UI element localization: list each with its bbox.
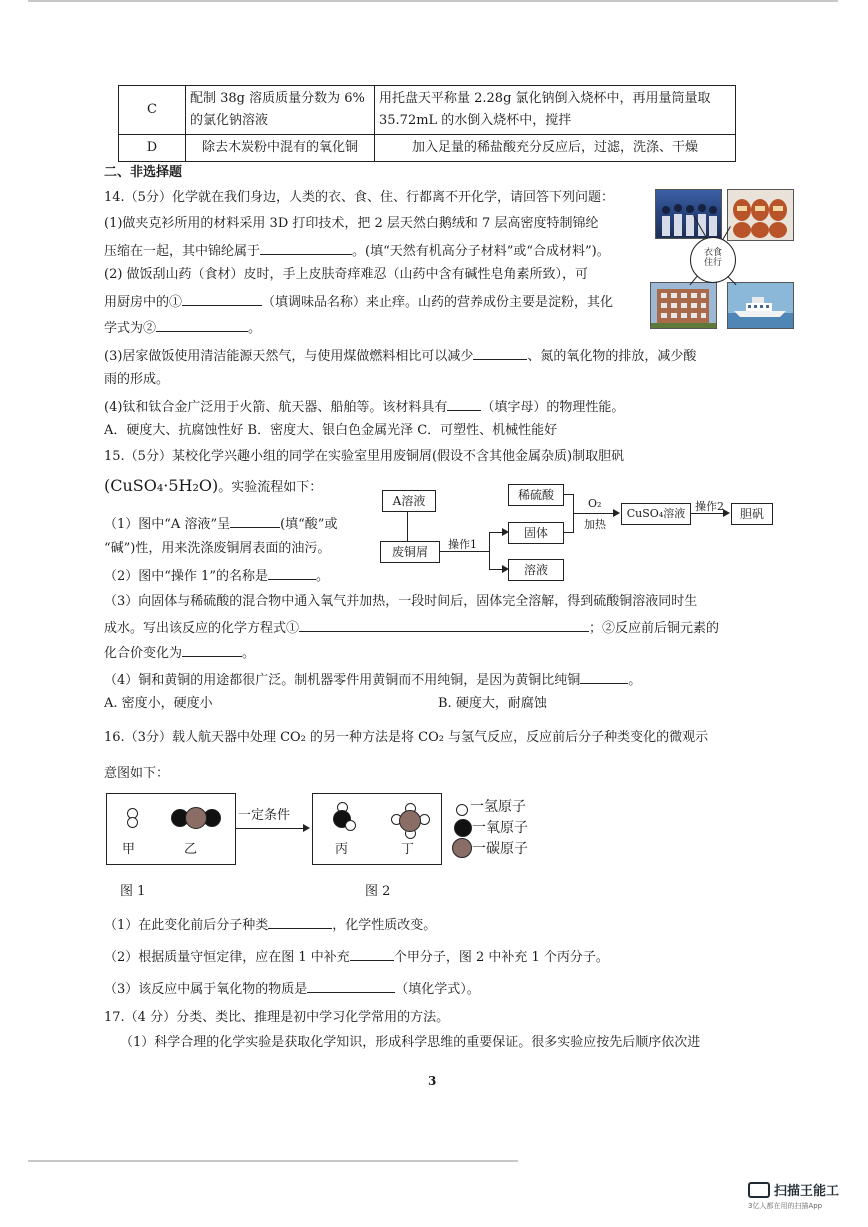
flow-line xyxy=(563,494,573,495)
q15-option-b: B. 硬度大，耐腐蚀 xyxy=(438,696,547,711)
page-number: 3 xyxy=(428,1074,437,1088)
legend-hydrogen-icon xyxy=(456,804,468,816)
q16-p1 xyxy=(104,914,436,936)
q14-p3b: 雨的形成。 xyxy=(104,372,170,387)
text: 。实验流程如下： xyxy=(218,480,323,495)
flow-line xyxy=(489,532,502,533)
flow-box-cuso4: CuSO₄溶液 xyxy=(621,503,691,525)
table-cell-label: C xyxy=(119,86,186,135)
text: ，化学性质改变。 xyxy=(332,918,437,933)
text: （2）根据质量守恒定律，应在图 1 中补充 xyxy=(104,950,350,965)
label-jia: 甲 xyxy=(122,842,136,857)
label-ding: 丁 xyxy=(401,842,415,857)
table-cell-content: 配制 38g 溶质质量分数为 6%的氯化钠溶液 xyxy=(186,86,375,135)
q15-formula-line xyxy=(104,476,322,498)
answer-blank[interactable] xyxy=(260,240,352,255)
answer-blank[interactable] xyxy=(182,291,262,306)
q14-p2b xyxy=(104,291,613,313)
figure2-box xyxy=(312,793,442,865)
formula: (CuSO₄·5H₂O) xyxy=(104,476,219,495)
answer-blank[interactable] xyxy=(307,978,395,993)
arrow-head xyxy=(723,509,730,517)
bottom-border xyxy=(28,1160,518,1162)
text: 成水。写出该反应的化学方程式① xyxy=(104,621,300,636)
text: （2）图中“操作 1”的名称是 xyxy=(104,569,268,584)
food-photo xyxy=(727,189,794,241)
clothing-photo xyxy=(655,189,722,239)
answer-blank[interactable] xyxy=(268,565,316,580)
answer-blank[interactable] xyxy=(230,513,280,528)
legend-hydrogen-label: 一氢原子 xyxy=(470,799,526,815)
scanner-logo-icon xyxy=(748,1182,770,1198)
answer-blank[interactable] xyxy=(580,669,628,684)
text: 。(填“天然有机高分子材料”或“合成材料”)。 xyxy=(352,244,610,259)
q16-p2 xyxy=(104,946,609,968)
answer-blank[interactable] xyxy=(299,617,589,632)
text: 个甲分子，图 2 中补充 1 个丙分子。 xyxy=(393,950,609,965)
legend-oxygen-label: 一氧原子 xyxy=(472,820,528,836)
q14-p3a xyxy=(104,345,696,367)
text: 。 xyxy=(315,569,329,584)
flow-box-solution: 溶液 xyxy=(508,559,564,581)
carbon-atom xyxy=(185,807,207,829)
answer-blank[interactable] xyxy=(182,642,242,657)
answer-blank[interactable] xyxy=(156,317,248,332)
flow-box-solid: 固体 xyxy=(508,522,564,544)
text: 学式为② xyxy=(104,321,157,336)
section-heading: 二、非选择题 xyxy=(104,165,183,180)
text: (4)钛和钛合金广泛用于火箭、航天器、船舶等。该材料具有 xyxy=(104,400,448,415)
q14-p2c xyxy=(104,317,261,339)
text: （填字母）的物理性能。 xyxy=(481,400,625,415)
text: （1）在此变化前后分子种类 xyxy=(104,918,269,933)
q15-p1b: “碱”)性，用来洗涤废铜屑表面的油污。 xyxy=(104,541,331,556)
q17-stem: 17.（4 分）分类、类比、推理是初中学习化学常用的方法。 xyxy=(104,1010,450,1025)
q16-stem-a: 16.（3分）载人航天器中处理 CO₂ 的另一种方法是将 CO₂ 与氢气反应，反应前后分子种类变化的微观示 xyxy=(104,730,709,745)
flow-line xyxy=(573,513,613,514)
text: （1）图中“A 溶液”呈 xyxy=(104,517,231,532)
q15-p3b xyxy=(104,617,719,639)
flow-label-op2: 操作2 xyxy=(695,500,724,513)
text: 化合价变化为 xyxy=(104,646,183,661)
figure1-box xyxy=(106,793,236,865)
text: 压缩在一起，其中锦纶属于 xyxy=(104,244,261,259)
q15-stem: 15.（5分）某校化学兴趣小组的同学在实验室里用废铜屑(假设不含其他金属杂质)制取胆矾 xyxy=(104,449,625,464)
scanner-watermark xyxy=(748,1180,839,1211)
watermark-brand-row xyxy=(748,1180,839,1199)
q14-p4 xyxy=(104,396,624,418)
hydrogen-atom xyxy=(345,820,356,831)
building-photo xyxy=(650,282,717,329)
watermark-slogan: 3亿人都在用的扫描App xyxy=(748,1202,823,1210)
figure2-caption: 图 2 xyxy=(365,884,391,899)
table-cell-method: 加入足量的稀盐酸充分反应后，过滤，洗涤、干燥 xyxy=(375,135,736,162)
flow-label-op1: 操作1 xyxy=(448,538,477,551)
hub-circle xyxy=(690,237,736,283)
label-yi: 乙 xyxy=(184,842,198,857)
arrow-head xyxy=(613,509,620,517)
q14-options: A．硬度大、抗腐蚀性好 B．密度大、银白色金属光泽 C．可塑性、机械性能好 xyxy=(104,423,558,438)
text: （填化学式）。 xyxy=(395,982,480,997)
text: （3）该反应中属于氧化物的物质是 xyxy=(104,982,308,997)
flow-line xyxy=(489,569,502,570)
hydrogen-atom xyxy=(127,817,138,828)
text: (填“酸”或 xyxy=(280,517,338,532)
options-table xyxy=(118,85,736,162)
legend-oxygen-icon xyxy=(454,819,472,837)
flow-line xyxy=(489,532,490,570)
q15-p2 xyxy=(104,565,329,587)
q15-p4 xyxy=(104,669,641,691)
answer-blank[interactable] xyxy=(268,914,332,929)
text: 用厨房中的① xyxy=(104,295,183,310)
label-bing: 丙 xyxy=(335,842,349,857)
text: （填调味品名称）来止痒。山药的营养成份主要是淀粉，其化 xyxy=(262,295,614,310)
text: 。 xyxy=(248,321,262,336)
reaction-arrow-line xyxy=(235,828,303,829)
reaction-condition: 一定条件 xyxy=(238,808,291,823)
q16-p3 xyxy=(104,978,480,1000)
ship-photo xyxy=(727,282,794,329)
answer-blank[interactable] xyxy=(447,396,481,411)
text: 、氮的氧化物的排放，减少酸 xyxy=(527,349,697,364)
flow-line xyxy=(563,532,573,533)
flow-box-a-solution: A溶液 xyxy=(382,490,436,512)
answer-blank[interactable] xyxy=(473,345,527,360)
flow-label-heat: 加热 xyxy=(584,518,606,531)
text: 。 xyxy=(628,673,642,688)
q15-option-a: A. 密度小，硬度小 xyxy=(104,696,213,711)
q17-p1: （1）科学合理的化学实验是获取化学知识，形成科学思维的重要保证。很多实验应按先后顺序依次进 xyxy=(120,1035,701,1050)
q14-stem: 14.（5分）化学就在我们身边，人类的衣、食、住、行都离不开化学，请回答下列问题： xyxy=(104,190,614,205)
legend-carbon-icon xyxy=(452,838,472,858)
top-border xyxy=(28,0,838,2)
answer-blank[interactable] xyxy=(350,946,394,961)
hub-label: 衣食住行 xyxy=(703,248,722,268)
q14-p2a: (2) 做饭刮山药（食材）皮时，手上皮肤奇痒难忍（山药中含有碱性皂角素所致），可 xyxy=(104,267,589,282)
table-row xyxy=(119,86,736,135)
text: (3)居家做饭使用清洁能源天然气，与使用煤做燃料相比可以减少 xyxy=(104,349,474,364)
flow-line xyxy=(407,511,408,541)
flow-label-o2: O₂ xyxy=(588,497,602,510)
table-cell-content: 除去木炭粉中混有的氧化铜 xyxy=(186,135,375,162)
figure1-caption: 图 1 xyxy=(120,884,146,899)
text: （4）铜和黄铜的用途都很广泛。制机器零件用黄铜而不用纯铜，是因为黄铜比纯铜 xyxy=(104,673,581,688)
table-row xyxy=(119,135,736,162)
q15-p1a xyxy=(104,513,337,535)
q14-p1b xyxy=(104,240,610,262)
flow-box-acid: 稀硫酸 xyxy=(508,484,564,506)
carbon-atom xyxy=(399,810,421,832)
arrow-head xyxy=(303,824,310,832)
text: ；②反应前后铜元素的 xyxy=(589,621,720,636)
legend-carbon-label: 一碳原子 xyxy=(472,841,528,857)
table-cell-label: D xyxy=(119,135,186,162)
q15-p3a: （3）向固体与稀硫酸的混合物中通入氧气并加热，一段时间后，固体完全溶解，得到硫酸铜溶液同时生 xyxy=(104,594,698,609)
q16-stem-b: 意图如下： xyxy=(104,766,170,781)
flow-box-scrap: 废铜屑 xyxy=(380,541,440,563)
q15-p3c xyxy=(104,642,255,664)
table-cell-method: 用托盘天平称量 2.28g 氯化钠倒入烧杯中，再用量筒量取 35.72mL 的水倒入烧杯中，搅拌 xyxy=(375,86,736,135)
q14-p1a: (1)做夹克衫所用的材料采用 3D 打印技术，把 2 层天然白鹅绒和 7 层高密度特制锦纶 xyxy=(104,216,599,231)
text: 。 xyxy=(242,646,256,661)
flow-box-product: 胆矾 xyxy=(731,503,773,525)
watermark-brand: 扫描王能工 xyxy=(774,1184,840,1199)
